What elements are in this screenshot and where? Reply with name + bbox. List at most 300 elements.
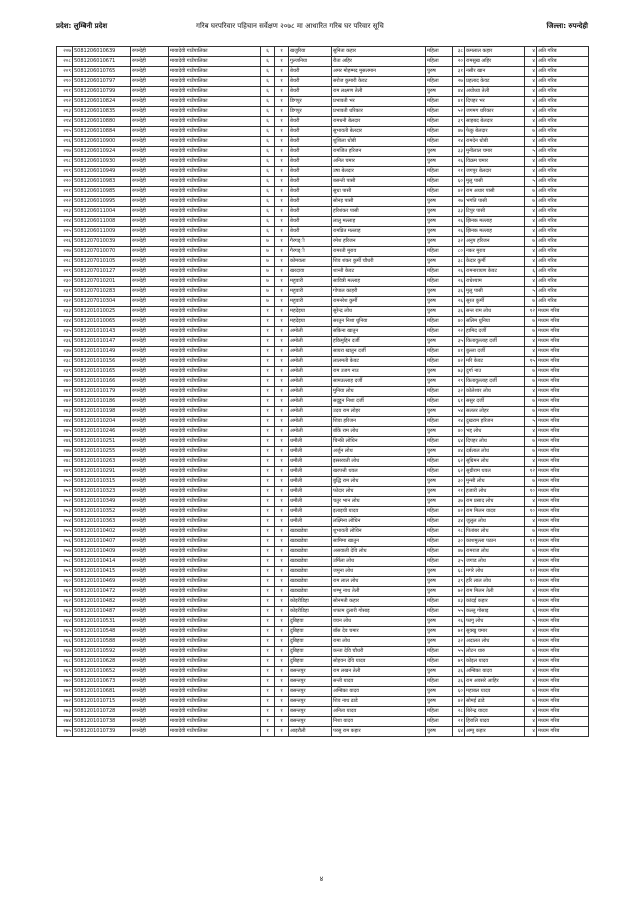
ward-sub-cell: १: [275, 67, 289, 77]
municipality-cell: मायादेवी गाउँपालिका: [169, 117, 261, 127]
district-cell: रुपन्देही: [131, 427, 169, 437]
table-row: [57, 227, 589, 237]
serial-cell: २४९: [57, 467, 73, 477]
municipality-cell: मायादेवी गाउँपालिका: [169, 187, 261, 197]
tole-cell: धमौली: [289, 447, 332, 457]
serial-cell: २६६: [57, 637, 73, 647]
municipality-cell: मायादेवी गाउँपालिका: [169, 437, 261, 447]
family-size-cell: १५: [525, 357, 537, 367]
age-cell: ३५: [453, 557, 465, 567]
ward-cell: ७: [261, 267, 275, 277]
age-cell: २७: [453, 197, 465, 207]
ward-cell: ७: [261, 257, 275, 267]
father-name-cell: फेकु बेलदार: [465, 127, 525, 137]
age-cell: ५४: [453, 407, 465, 417]
household-id-cell: 5081206011004: [73, 207, 131, 217]
household-id-cell: 5081201010738: [73, 717, 131, 727]
ward-sub-cell: १: [275, 687, 289, 697]
family-size-cell: ४: [525, 627, 537, 637]
serial-cell: २३६: [57, 337, 73, 347]
ward-sub-cell: १: [275, 137, 289, 147]
serial-cell: २५९: [57, 567, 73, 577]
age-cell: ५५: [453, 607, 465, 617]
father-name-cell: अम्बिका यादव: [465, 667, 525, 677]
municipality-cell: मायादेवी गाउँपालिका: [169, 517, 261, 527]
municipality-cell: मायादेवी गाउँपालिका: [169, 717, 261, 727]
tole-cell: खडखडेया: [289, 537, 332, 547]
father-name-cell: सलतर लोहर: [465, 407, 525, 417]
district-cell: रुपन्देही: [131, 247, 169, 257]
table-row: [57, 377, 589, 387]
father-name-cell: जगमग धरिकार: [465, 107, 525, 117]
table-row: [57, 367, 589, 377]
table-row: [57, 337, 589, 347]
district-cell: रुपन्देही: [131, 647, 169, 657]
poverty-category-cell: मध्यम गरिब: [537, 487, 589, 497]
municipality-cell: मायादेवी गाउँपालिका: [169, 697, 261, 707]
gender-cell: महिला: [426, 267, 453, 277]
family-size-cell: ४: [525, 137, 537, 147]
ward-sub-cell: १: [275, 257, 289, 267]
household-id-cell: 5081201010255: [73, 447, 131, 457]
ward-cell: १: [261, 437, 275, 447]
family-size-cell: ७: [525, 317, 537, 327]
serial-cell: २५०: [57, 477, 73, 487]
gender-cell: पुरुष: [426, 207, 453, 217]
serial-cell: २३८: [57, 357, 73, 367]
ward-sub-cell: १: [275, 327, 289, 337]
household-id-cell: 5081206010799: [73, 87, 131, 97]
table-row: [57, 167, 589, 177]
table-row: [57, 257, 589, 267]
family-size-cell: ४: [525, 337, 537, 347]
head-name-cell: सरतुन निशा धुनिया: [332, 317, 426, 327]
head-name-cell: सोहवन देवि यादव: [332, 657, 426, 667]
table-row: [57, 187, 589, 197]
tole-cell: बेथरी: [289, 217, 332, 227]
tole-cell: अमोली: [289, 407, 332, 417]
poverty-category-cell: मध्यम गरिब: [537, 307, 589, 317]
municipality-cell: मायादेवी गाउँपालिका: [169, 227, 261, 237]
table-row: [57, 307, 589, 317]
tole-cell: कोइरीडिहा: [289, 597, 332, 607]
poverty-category-cell: अति गरिब: [537, 297, 589, 307]
age-cell: ६८: [453, 567, 465, 577]
household-id-cell: 5081201010414: [73, 557, 131, 567]
tole-cell: बेथरी: [289, 177, 332, 187]
ward-cell: १: [261, 627, 275, 637]
ward-cell: ६: [261, 227, 275, 237]
poverty-category-cell: मध्यम गरिब: [537, 337, 589, 347]
municipality-cell: मायादेवी गाउँपालिका: [169, 197, 261, 207]
poverty-category-cell: मध्यम गरिब: [537, 367, 589, 377]
municipality-cell: मायादेवी गाउँपालिका: [169, 247, 261, 257]
gender-cell: महिला: [426, 527, 453, 537]
household-id-cell: 5081201010409: [73, 547, 131, 557]
family-size-cell: ४: [525, 707, 537, 717]
ward-sub-cell: १: [275, 707, 289, 717]
district-cell: रुपन्देही: [131, 677, 169, 687]
tole-cell: धमौली: [289, 487, 332, 497]
serial-cell: २५७: [57, 547, 73, 557]
gender-cell: महिला: [426, 327, 453, 337]
district-cell: रुपन्देही: [131, 447, 169, 457]
family-size-cell: १०: [525, 577, 537, 587]
serial-cell: २५६: [57, 537, 73, 547]
household-id-cell: 5081206010900: [73, 137, 131, 147]
district-cell: रुपन्देही: [131, 517, 169, 527]
municipality-cell: मायादेवी गाउँपालिका: [169, 407, 261, 417]
head-name-cell: प्रभावती धरिकार: [332, 107, 426, 117]
head-name-cell: लालमती केवट: [332, 357, 426, 367]
tole-cell: धमौली: [289, 507, 332, 517]
table-row: [57, 457, 589, 467]
age-cell: २६: [453, 217, 465, 227]
ward-cell: ६: [261, 77, 275, 87]
head-name-cell: जमुना लोध: [332, 567, 426, 577]
serial-cell: २४५: [57, 427, 73, 437]
district-cell: रुपन्देही: [131, 717, 169, 727]
gender-cell: पुरुष: [426, 637, 453, 647]
serial-cell: २६५: [57, 627, 73, 637]
poverty-category-cell: मध्यम गरिब: [537, 417, 589, 427]
family-size-cell: ४: [525, 457, 537, 467]
family-size-cell: ४: [525, 257, 537, 267]
age-cell: २१: [453, 167, 465, 177]
table-row: [57, 717, 589, 727]
household-id-cell: 5081206010639: [73, 47, 131, 57]
age-cell: ३९: [453, 577, 465, 587]
poverty-category-cell: मध्यम गरिब: [537, 507, 589, 517]
gender-cell: महिला: [426, 607, 453, 617]
gender-cell: पुरुष: [426, 697, 453, 707]
head-name-cell: बाँके राम लोध: [332, 427, 426, 437]
ward-sub-cell: १: [275, 497, 289, 507]
ward-sub-cell: १: [275, 217, 289, 227]
municipality-cell: मायादेवी गाउँपालिका: [169, 57, 261, 67]
gender-cell: महिला: [426, 137, 453, 147]
ward-cell: ६: [261, 97, 275, 107]
table-row: [57, 537, 589, 547]
tole-cell: बेथरी: [289, 127, 332, 137]
ward-cell: १: [261, 447, 275, 457]
father-name-cell: कमलाल कहार: [465, 47, 525, 57]
father-name-cell: जगाड लोध: [465, 557, 525, 567]
serial-cell: २७०: [57, 677, 73, 687]
household-id-cell: 5081201010179: [73, 387, 131, 397]
tole-cell: खडखडेया: [289, 587, 332, 597]
municipality-cell: मायादेवी गाउँपालिका: [169, 477, 261, 487]
poverty-category-cell: मध्यम गरिब: [537, 407, 589, 417]
father-name-cell: रामदेन धोबी: [465, 137, 525, 147]
ward-cell: ६: [261, 67, 275, 77]
ward-cell: १: [261, 537, 275, 547]
father-name-cell: झिनक मल्लाह: [465, 217, 525, 227]
tole-cell: बसन्तपुर: [289, 697, 332, 707]
poverty-category-cell: मध्यम गरिब: [537, 547, 589, 557]
table-row: [57, 467, 589, 477]
municipality-cell: मायादेवी गाउँपालिका: [169, 237, 261, 247]
poverty-category-cell: अति गरिब: [537, 227, 589, 237]
municipality-cell: मायादेवी गाउँपालिका: [169, 287, 261, 297]
province-label: प्रदेश: लुम्बिनी प्रदेश: [56, 22, 108, 30]
head-name-cell: खरपत्ती थवल: [332, 467, 426, 477]
father-name-cell: अदालत लोध: [465, 637, 525, 647]
father-name-cell: बुल्ला दर्जी: [465, 347, 525, 357]
poverty-category-cell: अति गरिब: [537, 147, 589, 157]
family-size-cell: ४: [525, 677, 537, 687]
family-size-cell: ४: [525, 67, 537, 77]
district-cell: रुपन्देही: [131, 637, 169, 647]
poverty-category-cell: मध्यम गरिब: [537, 497, 589, 507]
district-cell: रुपन्देही: [131, 407, 169, 417]
age-cell: २४: [453, 417, 465, 427]
poverty-category-cell: मध्यम गरिब: [537, 527, 589, 537]
district-cell: रुपन्देही: [131, 207, 169, 217]
gender-cell: पुरुष: [426, 497, 453, 507]
table-row: [57, 627, 589, 637]
household-id-cell: 5081201010407: [73, 537, 131, 547]
household-id-cell: 5081201010246: [73, 427, 131, 437]
gender-cell: पुरुष: [426, 477, 453, 487]
ward-cell: ६: [261, 107, 275, 117]
head-name-cell: अनित चमार: [332, 157, 426, 167]
family-size-cell: १२: [525, 467, 537, 477]
family-size-cell: ४: [525, 277, 537, 287]
municipality-cell: मायादेवी गाउँपालिका: [169, 427, 261, 437]
ward-cell: १: [261, 727, 275, 737]
gender-cell: पुरुष: [426, 577, 453, 587]
father-name-cell: राम मिलन तेली: [465, 587, 525, 597]
head-name-cell: सुभावती बेलदार: [332, 127, 426, 137]
serial-cell: २१७: [57, 147, 73, 157]
family-size-cell: ६: [525, 607, 537, 617]
tole-cell: अमोली: [289, 357, 332, 367]
household-id-cell: 5081201010482: [73, 597, 131, 607]
head-name-cell: इस्सरवती लोध: [332, 457, 426, 467]
age-cell: ३९: [453, 117, 465, 127]
municipality-cell: मायादेवी गाउँपालिका: [169, 667, 261, 677]
table-row: [57, 437, 589, 447]
father-name-cell: जगपुर बेलदार: [465, 167, 525, 177]
father-name-cell: जुलुल लोध: [465, 517, 525, 527]
ward-cell: १: [261, 547, 275, 557]
ward-cell: १: [261, 657, 275, 667]
tole-cell: अमोली: [289, 337, 332, 347]
household-id-cell: 5081206010884: [73, 127, 131, 137]
head-name-cell: शुशिला धोबी: [332, 137, 426, 147]
district-cell: रुपन्देही: [131, 217, 169, 227]
household-id-cell: 5081207010039: [73, 237, 131, 247]
serial-cell: २१५: [57, 127, 73, 137]
serial-cell: २३१: [57, 287, 73, 297]
serial-cell: २४७: [57, 447, 73, 457]
head-name-cell: अनिता यादव: [332, 707, 426, 717]
head-name-cell: अमर मोहम्मद मुसलमान: [332, 67, 426, 77]
gender-cell: महिला: [426, 317, 453, 327]
father-name-cell: कल्लु गोसाइ: [465, 607, 525, 617]
head-name-cell: सुधा पासी: [332, 187, 426, 197]
head-name-cell: रामनरेश कुर्मी: [332, 297, 426, 307]
district-cell: रुपन्देही: [131, 657, 169, 667]
poverty-category-cell: अति गरिब: [537, 247, 589, 257]
household-id-cell: 5081201010143: [73, 327, 131, 337]
poverty-category-cell: अति गरिब: [537, 137, 589, 147]
table-row: [57, 217, 589, 227]
father-name-cell: राम मिलन यादव: [465, 507, 525, 517]
head-name-cell: चतुर भान लोध: [332, 497, 426, 507]
age-cell: ३६: [453, 287, 465, 297]
poverty-category-cell: मध्यम गरिब: [537, 717, 589, 727]
page-number: ४: [319, 875, 324, 883]
tole-cell: अमोली: [289, 347, 332, 357]
district-cell: रुपन्देही: [131, 697, 169, 707]
tole-cell: बेथरी: [289, 77, 332, 87]
gender-cell: पुरुष: [426, 627, 453, 637]
father-name-cell: दुखराम हरिजन: [465, 417, 525, 427]
district-cell: रुपन्देही: [131, 357, 169, 367]
poverty-category-cell: मध्यम गरिब: [537, 537, 589, 547]
municipality-cell: मायादेवी गाउँपालिका: [169, 567, 261, 577]
table-row: [57, 597, 589, 607]
district-cell: रुपन्देही: [131, 687, 169, 697]
family-size-cell: ५: [525, 417, 537, 427]
serial-cell: २४६: [57, 437, 73, 447]
age-cell: ३७: [453, 497, 465, 507]
tole-cell: अमोली: [289, 327, 332, 337]
poverty-category-cell: मध्यम गरिब: [537, 387, 589, 397]
gender-cell: महिला: [426, 537, 453, 547]
household-id-cell: 5081207010105: [73, 257, 131, 267]
municipality-cell: मायादेवी गाउँपालिका: [169, 257, 261, 267]
district-label: जिल्ला: रुपन्देही: [546, 22, 588, 30]
table-row: [57, 507, 589, 517]
age-cell: ५५: [453, 647, 465, 657]
household-id-cell: 5081201010025: [73, 307, 131, 317]
father-name-cell: सुग्रीराम थवल: [465, 467, 525, 477]
table-row: [57, 77, 589, 87]
district-cell: रुपन्देही: [131, 237, 169, 247]
gender-cell: पुरुष: [426, 667, 453, 677]
tole-cell: कोइरीडिहा: [289, 607, 332, 617]
age-cell: ४०: [453, 317, 465, 327]
tole-cell: दुबिहवा: [289, 657, 332, 667]
ward-sub-cell: १: [275, 157, 289, 167]
table-row: [57, 497, 589, 507]
gender-cell: महिला: [426, 597, 453, 607]
serial-cell: २५२: [57, 497, 73, 507]
household-id-cell: 5081206010985: [73, 187, 131, 197]
family-size-cell: ४: [525, 247, 537, 257]
family-size-cell: ७: [525, 367, 537, 377]
table-row: [57, 57, 589, 67]
serial-cell: २२५: [57, 227, 73, 237]
table-row: [57, 297, 589, 307]
ward-cell: १: [261, 667, 275, 677]
gender-cell: महिला: [426, 47, 453, 57]
head-name-cell: मुनिया लोध: [332, 387, 426, 397]
ward-cell: ६: [261, 147, 275, 157]
gender-cell: पुरुष: [426, 67, 453, 77]
father-name-cell: दिपहर लोध: [465, 437, 525, 447]
table-row: [57, 517, 589, 527]
age-cell: ३२: [453, 387, 465, 397]
serial-cell: २३३: [57, 307, 73, 317]
household-id-cell: 5081206010924: [73, 147, 131, 157]
tole-cell: बेथरी: [289, 227, 332, 237]
ward-cell: १: [261, 347, 275, 357]
district-cell: रुपन्देही: [131, 377, 169, 387]
tole-cell: महुवारी: [289, 287, 332, 297]
serial-cell: २३५: [57, 327, 73, 337]
gender-cell: पुरुष: [426, 237, 453, 247]
poverty-category-cell: अति गरिब: [537, 107, 589, 117]
father-name-cell: मरि केवट: [465, 357, 525, 367]
father-name-cell: महाबल यादव: [465, 687, 525, 697]
ward-cell: १: [261, 567, 275, 577]
father-name-cell: केदार कुर्मी: [465, 257, 525, 267]
tole-cell: बसन्तपुर: [289, 667, 332, 677]
serial-cell: २१९: [57, 167, 73, 177]
age-cell: २८: [453, 527, 465, 537]
ward-cell: १: [261, 717, 275, 727]
tole-cell: महुवारी: [289, 277, 332, 287]
head-name-cell: बाँस देव चमार: [332, 627, 426, 637]
table-row: [57, 707, 589, 717]
municipality-cell: मायादेवी गाउँपालिका: [169, 627, 261, 637]
ward-cell: १: [261, 637, 275, 647]
serial-cell: २७२: [57, 697, 73, 707]
district-cell: रुपन्देही: [131, 707, 169, 717]
municipality-cell: मायादेवी गाउँपालिका: [169, 597, 261, 607]
tole-cell: धमौली: [289, 517, 332, 527]
head-name-cell: राम लखन तेली: [332, 667, 426, 677]
tole-cell: आइरौली: [289, 727, 332, 737]
district-cell: रुपन्देही: [131, 617, 169, 627]
municipality-cell: मायादेवी गाउँपालिका: [169, 47, 261, 57]
head-name-cell: सावित्री मल्लाह: [332, 277, 426, 287]
serial-cell: २४८: [57, 457, 73, 467]
household-id-cell: 5081201010363: [73, 517, 131, 527]
poverty-category-cell: अति गरिब: [537, 87, 589, 97]
table-row: [57, 287, 589, 297]
tole-cell: धमौली: [289, 497, 332, 507]
father-name-cell: मुनीलाल चमार: [465, 147, 525, 157]
district-cell: रुपन्देही: [131, 87, 169, 97]
municipality-cell: मायादेवी गाउँपालिका: [169, 317, 261, 327]
father-name-cell: राधेश्याम: [465, 277, 525, 287]
age-cell: २६: [453, 227, 465, 237]
table-row: [57, 617, 589, 627]
municipality-cell: मायादेवी गाउँपालिका: [169, 267, 261, 277]
ward-sub-cell: १: [275, 227, 289, 237]
family-size-cell: ७: [525, 327, 537, 337]
table-row: [57, 687, 589, 697]
household-id-cell: 5081206010880: [73, 117, 131, 127]
municipality-cell: मायादेवी गाउँपालिका: [169, 417, 261, 427]
table-row: [57, 137, 589, 147]
age-cell: ४१: [453, 97, 465, 107]
father-name-cell: दुर्गा नाउ: [465, 367, 525, 377]
ward-sub-cell: १: [275, 307, 289, 317]
tole-cell: दुबिहवा: [289, 617, 332, 627]
age-cell: ६२: [453, 467, 465, 477]
ward-sub-cell: १: [275, 457, 289, 467]
family-size-cell: ६: [525, 267, 537, 277]
ward-sub-cell: १: [275, 387, 289, 397]
household-id-cell: 5081201010487: [73, 607, 131, 617]
poverty-category-cell: मध्यम गरिब: [537, 477, 589, 487]
